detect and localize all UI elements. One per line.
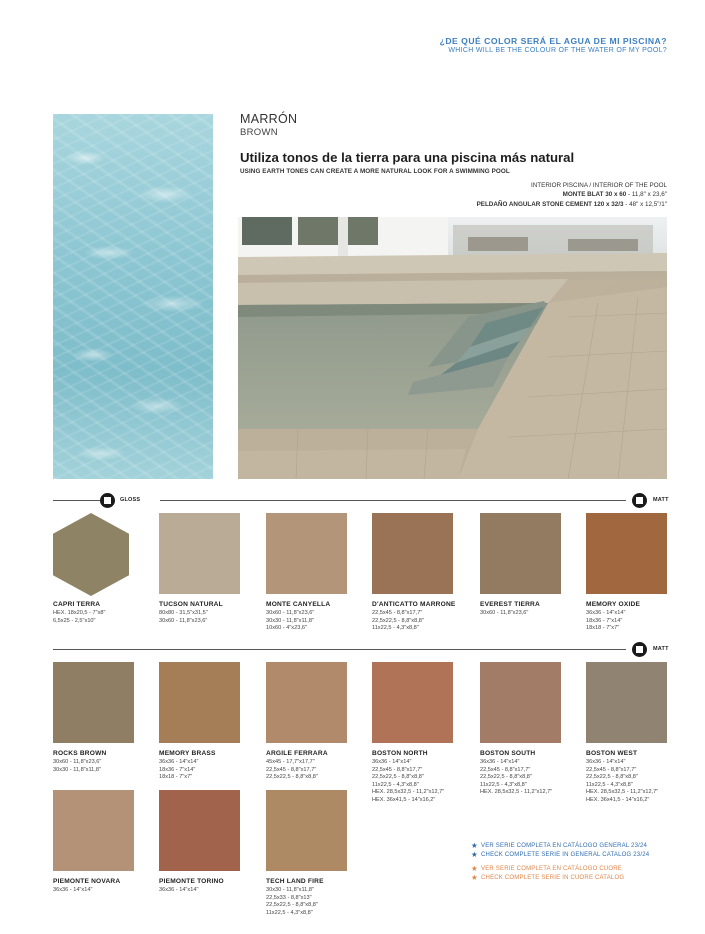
- product-sizes: 80x80 - 31,5"x31,5" 30x60 - 11,8"x23,6": [159, 610, 208, 624]
- water-texture-image: [53, 114, 213, 479]
- link-cuore-catalog-es[interactable]: ★ VER SERIE COMPLETA EN CATÁLOGO CUORE: [471, 864, 623, 874]
- product-name: TECH LAND FIRE: [266, 878, 324, 885]
- specs-line-monte-blat: MONTE BLAT 30 x 60 - 11,8" x 23,6": [562, 191, 667, 199]
- product-sizes: 36x36 - 14"x14" 22,5x45 - 8,8"x17,7" 22,5x22,5 - 8,8"x8,8" 11x22,5 - 4,3"x8,8" HEX. 28,5x32,5 - 11,2"x12,7": [480, 759, 553, 796]
- hex-tile: [53, 513, 129, 596]
- product-name: MEMORY OXIDE: [586, 601, 641, 608]
- matt-label: MATT: [653, 646, 669, 652]
- product-sizes: 36x36 - 14"x14" 22,5x45 - 8,8"x17,7" 22,5x22,5 - 8,8"x8,8" 11x22,5 - 4,3"x8,8" HEX. 28,5x32,5 - 11,2"x12,7" HEX. 36x41,5 - 14"x16,2": [586, 759, 659, 803]
- product-name: EVEREST TIERRA: [480, 601, 540, 608]
- specs-line-peldano: PELDAÑO ANGULAR STONE CEMENT 120 x 32/3 - 48" x 12,5"/1": [476, 200, 667, 208]
- header-question-es: ¿DE QUÉ COLOR SERÁ EL AGUA DE MI PISCINA?: [439, 36, 667, 46]
- product-sizes: 36x36 - 14"x14": [53, 887, 93, 893]
- product-name: TUCSON NATURAL: [159, 601, 223, 608]
- product-sizes: 30x30 - 11,8"x11,8" 22,5x33 - 8,8"x13" 22,5x22,5 - 8,8"x8,8" 11x22,5 - 4,3"x8,8": [266, 887, 318, 916]
- product-sizes: HEX. 18x20,5 - 7"x8" 6,5x25 - 2,5"x10": [53, 610, 106, 624]
- gloss-separator-line-left: [53, 500, 100, 501]
- product-sizes: 30x60 - 11,8"x23,6" 30x30 - 11,8"x11,8" 10x60 - 4"x23,6": [266, 610, 315, 632]
- product-name: CAPRI TERRA: [53, 601, 101, 608]
- product-name: MONTE CANYELLA: [266, 601, 331, 608]
- matt-separator-line: [53, 649, 626, 650]
- pool-photo: [238, 217, 667, 479]
- product-swatch-piemonte-novara: [53, 790, 134, 871]
- product-name: D'ANTICATTO MARRONE: [372, 601, 456, 608]
- product-name: BOSTON NORTH: [372, 750, 428, 757]
- header-question-en: WHICH WILL BE THE COLOUR OF THE WATER OF MY POOL?: [448, 47, 667, 54]
- product-swatch-tech-land-fire: [266, 790, 347, 871]
- product-swatch-memory-oxide: [586, 513, 667, 594]
- gloss-icon: [100, 493, 115, 508]
- product-swatch-boston-north: [372, 662, 453, 743]
- product-name: MEMORY BRASS: [159, 750, 216, 757]
- product-swatch-danticatto-marrone: [372, 513, 453, 594]
- product-name: BOSTON WEST: [586, 750, 638, 757]
- link-general-catalog-es[interactable]: ★ VER SERIE COMPLETA EN CATÁLOGO GENERAL 23/24: [471, 841, 648, 850]
- product-name: PIEMONTE TORINO: [159, 878, 224, 885]
- gloss-separator-line-right: [160, 500, 626, 501]
- catalog-links: [471, 842, 649, 882]
- product-sizes: 30x60 - 11,8"x23,6": [480, 610, 529, 616]
- product-sizes: 36x36 - 14"x14" 18x36 - 7"x14" 18x18 - 7"x7": [159, 759, 199, 781]
- matt-label: MATT: [653, 497, 669, 503]
- product-sizes: 45x45 - 17,7"x17,7" 22,5x45 - 8,8"x17,7" 22,5x22,5 - 8,8"x8,8": [266, 759, 318, 781]
- subheadline: USING EARTH TONES CAN CREATE A MORE NATURAL LOOK FOR A SWIMMING POOL: [240, 168, 510, 175]
- matt-icon: [632, 642, 647, 657]
- product-name: ROCKS BROWN: [53, 750, 107, 757]
- product-swatch-tucson-natural: [159, 513, 240, 594]
- color-title-es: MARRÓN: [240, 112, 298, 126]
- product-swatch-piemonte-torino: [159, 790, 240, 871]
- headline: Utiliza tonos de la tierra para una piscina más natural: [240, 150, 575, 165]
- product-sizes: 36x36 - 14"x14": [159, 887, 199, 893]
- matt-icon: [632, 493, 647, 508]
- product-swatch-memory-brass: [159, 662, 240, 743]
- product-swatch-boston-west: [586, 662, 667, 743]
- link-general-catalog-en[interactable]: ★ CHECK COMPLETE SERIE IN GENERAL CATALOG 23/24: [471, 849, 650, 859]
- star-icon: ★: [471, 864, 478, 874]
- color-title: [240, 112, 297, 138]
- pool-specs: [477, 181, 667, 209]
- page-header: [440, 36, 667, 54]
- link-cuore-catalog-en[interactable]: ★ CHECK COMPLETE SERIE IN CUORE CATALOG: [471, 872, 625, 882]
- product-swatch-capri-terra: [53, 513, 129, 596]
- star-icon: ★: [471, 841, 478, 850]
- product-sizes: 36x36 - 14"x14" 22,5x45 - 8,8"x17,7" 22,5x22,5 - 8,8"x8,8" 11x22,5 - 4,3"x8,8" HEX. 28,5x32,5 - 11,2"x12,7" HEX. 36x41,5 - 14"x16,2": [372, 759, 445, 803]
- product-swatch-monte-canyella: [266, 513, 347, 594]
- product-sizes: 22,5x45 - 8,8"x17,7" 22,5x22,5 - 8,8"x8,8" 11x22,5 - 4,3"x8,8": [372, 610, 424, 632]
- star-icon: ★: [471, 849, 478, 859]
- product-swatch-everest-tierra: [480, 513, 561, 594]
- product-sizes: 36x36 - 14"x14" 18x36 - 7"x14" 18x18 - 7"x7": [586, 610, 626, 632]
- product-name: ARGILE FERRARA: [266, 750, 328, 757]
- product-name: PIEMONTE NOVARA: [53, 878, 121, 885]
- product-sizes: 30x60 - 11,8"x23,6" 30x30 - 11,8"x11,8": [53, 759, 102, 773]
- product-name: BOSTON SOUTH: [480, 750, 536, 757]
- product-swatch-boston-south: [480, 662, 561, 743]
- gloss-label: GLOSS: [120, 497, 141, 503]
- specs-line-interior: INTERIOR PISCINA / INTERIOR OF THE POOL: [531, 182, 667, 189]
- product-swatch-rocks-brown: [53, 662, 134, 743]
- color-title-en: BROWN: [240, 127, 278, 138]
- product-swatch-argile-ferrara: [266, 662, 347, 743]
- star-icon: ★: [471, 872, 478, 882]
